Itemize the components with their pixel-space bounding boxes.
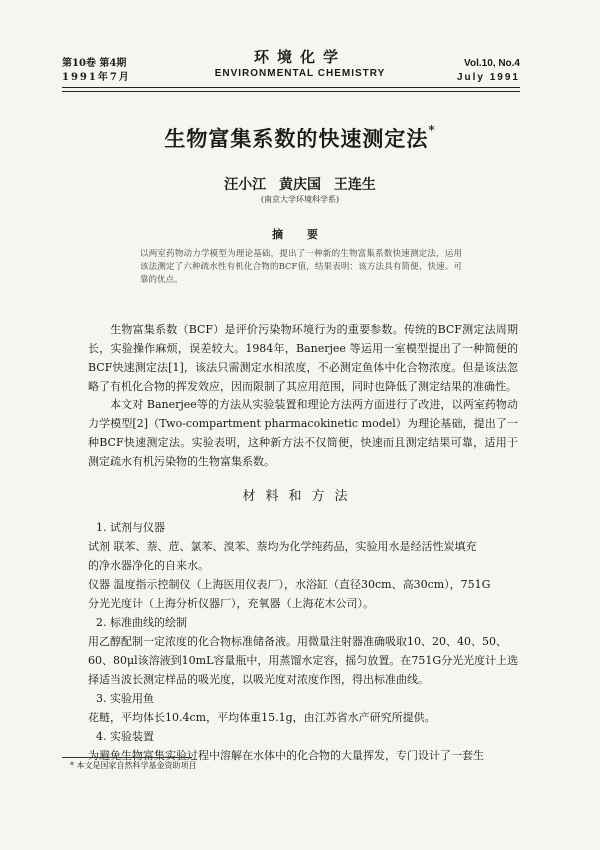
authors: 汪小江 黄庆国 王连生 bbox=[224, 177, 376, 193]
curve-line-3: 择适当波长测定样品的吸光度，以吸光度对浓度作图，得出标准曲线。 bbox=[88, 673, 429, 686]
volume-issue-en: Vol.10, No.4 bbox=[464, 58, 520, 69]
title-text: 生物富集系数的快速测定法 bbox=[164, 126, 429, 151]
intro-paragraph-1 bbox=[88, 320, 518, 396]
subsection-4-heading: 4. 实验装置 bbox=[96, 730, 154, 743]
instruments-line-1: 仪器 温度指示控制仪（上海医用仪表厂），水浴缸（直径30cm、高30cm），751G bbox=[88, 578, 491, 591]
subsection-3-heading: 3. 实验用鱼 bbox=[96, 692, 154, 705]
journal-title-cn: 环境化学 bbox=[253, 48, 346, 66]
volume-issue: 第10卷 第4期 bbox=[62, 58, 127, 69]
title-footnote-mark: * bbox=[428, 123, 436, 137]
intro-paragraph-2 bbox=[88, 395, 518, 471]
intro-p2-text: 本文对 Banerjee等的方法从实验装置和理论方法两方面进行了改进，以两室药物动力学模型[2]（Two-compartment pharmacokinetic model）为理论基础，提出了一种BCF快速测定法。实验表明，这种新方法不仅简便，快速而且测定结果可靠，适用于测定疏水有机污染物的生物富集系数。 bbox=[88, 398, 518, 468]
subsection-1-heading: 1. 试剂与仪器 bbox=[96, 521, 165, 534]
curve-line-2: 60、80μl该溶液到10mL容量瓶中，用蒸馏水定容，摇匀放置。在751G分光光度计上选 bbox=[88, 654, 518, 667]
abstract-heading: 摘 要 bbox=[272, 228, 328, 241]
footnote-rule bbox=[62, 757, 192, 758]
issue-date-en: July 1991 bbox=[456, 72, 520, 83]
abstract-text: 以两室药物动力学模型为理论基础，提出了一种新的生物富集系数快速测定法，运用该法测定了六种疏水性有机化合物的BCF值，结果表明：该方法具有简便、快速、可靠的优点。 bbox=[140, 249, 462, 285]
affiliation: (南京大学环境科学系) bbox=[260, 195, 340, 204]
footnote: * 本文是国家自然科学基金资助项目 bbox=[70, 761, 197, 770]
reagents-line-2: 的净水器净化的自来水。 bbox=[88, 559, 209, 572]
curve-line-1: 用乙醇配制一定浓度的化合物标准储备液。用微量注射器准确吸取10、20、40、50、 bbox=[88, 635, 507, 648]
subsection-2-heading: 2. 标准曲线的绘制 bbox=[96, 616, 187, 629]
intro-p1-text: 生物富集系数（BCF）是评价污染物环境行为的重要参数。传统的BCF测定法周期长，实验操作麻烦，误差较大。1984年，Banerjee 等运用一室模型提出了一种简便的BCF快速测定法[1]，该法只需测定水相浓度，不必测定鱼体中化合物浓度。但是该法忽略了有机化合物的挥发效应，因而限制了其应用范围，同时也降低了测定结果的准确性。 bbox=[88, 323, 518, 393]
header-rule-thin bbox=[62, 91, 520, 92]
instruments-line-2: 分光光度计（上海分析仪器厂），充氧器（上海花木公司）。 bbox=[88, 597, 374, 610]
article-title bbox=[0, 123, 600, 153]
reagents-line-1: 试剂 联苯、萘、苊、氯苯、溴苯、萘均为化学纯药品，实验用水是经活性炭填充 bbox=[88, 540, 477, 553]
issue-date: 1991年7月 bbox=[62, 72, 131, 83]
apparatus-line: 为避免生物富集实验过程中溶解在水体中的化合物的大量挥发，专门设计了一套生 bbox=[88, 749, 484, 762]
journal-title-en: ENVIRONMENTAL CHEMISTRY bbox=[214, 68, 386, 79]
section-title: 材料和方法 bbox=[242, 489, 358, 504]
fish-line: 花鲢，平均体长10.4cm，平均体重15.1g，由江苏省水产研究所提供。 bbox=[88, 711, 436, 724]
header-rule bbox=[62, 87, 520, 88]
